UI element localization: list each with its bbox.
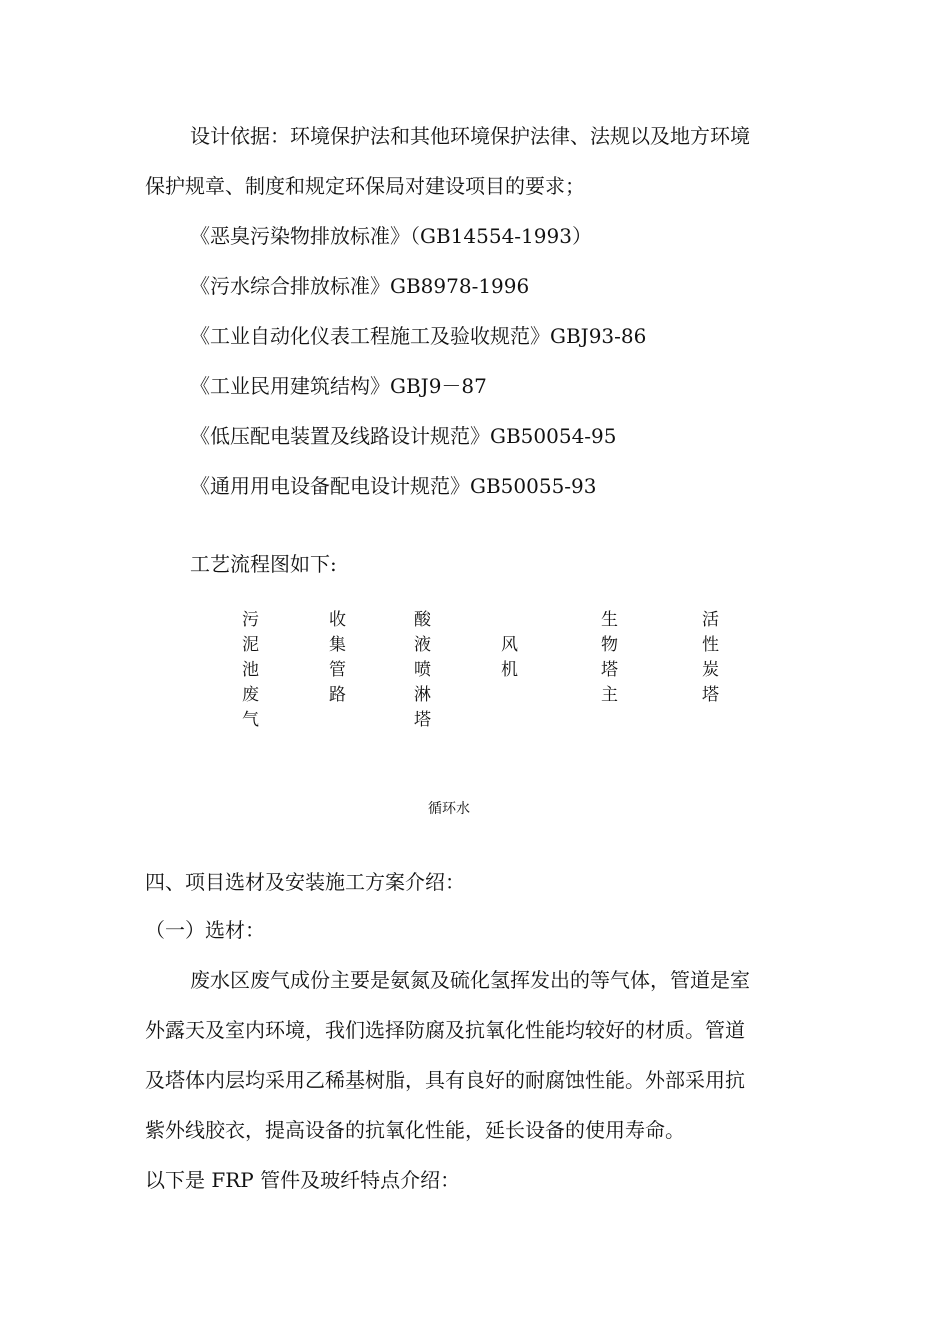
flow-node-collection-pipe: 收 集 管 路 (329, 610, 346, 705)
standard-item: 《低压配电装置及线路设计规范》GB50054-95 (190, 424, 617, 448)
flow-node-activated-carbon-tower: 活 性 炭 塔 (702, 610, 719, 705)
standard-item: 《污水综合排放标准》GB8978-1996 (190, 274, 530, 298)
flow-caption-circulating-water: 循环水 (428, 801, 470, 817)
standard-item: 《工业自动化仪表工程施工及验收规范》GBJ93-86 (190, 324, 647, 348)
frp-intro: 以下是 FRP 管件及玻纤特点介绍： (145, 1168, 461, 1192)
flow-node-sludge-tank-gas: 污 泥 池 废 气 (242, 610, 259, 730)
paragraph-line: 及塔体内层均采用乙稀基树脂，具有良好的耐腐蚀性能。外部采用抗 (145, 1068, 745, 1092)
paragraph-line: 外露天及室内环境，我们选择防腐及抗氧化性能均较好的材质。管道 (145, 1018, 745, 1042)
subsection-1-title: （一）选材： (145, 918, 265, 942)
flow-node-acid-spray-tower: 酸 液 喷 淋 塔 (414, 610, 431, 730)
paragraph-line: 紫外线胶衣，提高设备的抗氧化性能，延长设备的使用寿命。 (145, 1118, 685, 1142)
basis-line-2: 保护规章、制度和规定环保局对建设项目的要求； (145, 174, 585, 198)
flow-node-fan: 风 机 (501, 635, 518, 680)
standard-item: 《工业民用建筑结构》GBJ9－87 (190, 374, 487, 398)
flow-node-bio-tower: 生 物 塔 主 (601, 610, 618, 705)
basis-line-1: 设计依据：环境保护法和其他环境保护法律、法规以及地方环境 (190, 124, 750, 148)
section-4-title: 四、项目选材及安装施工方案介绍： (145, 870, 465, 894)
flow-heading: 工艺流程图如下: (190, 552, 337, 576)
standard-item: 《通用用电设备配电设计规范》GB50055-93 (190, 474, 597, 498)
paragraph-line: 废水区废气成份主要是氨氮及硫化氢挥发出的等气体，管道是室 (190, 968, 750, 992)
standard-item: 《恶臭污染物排放标准》（GB14554-1993） (190, 224, 592, 248)
